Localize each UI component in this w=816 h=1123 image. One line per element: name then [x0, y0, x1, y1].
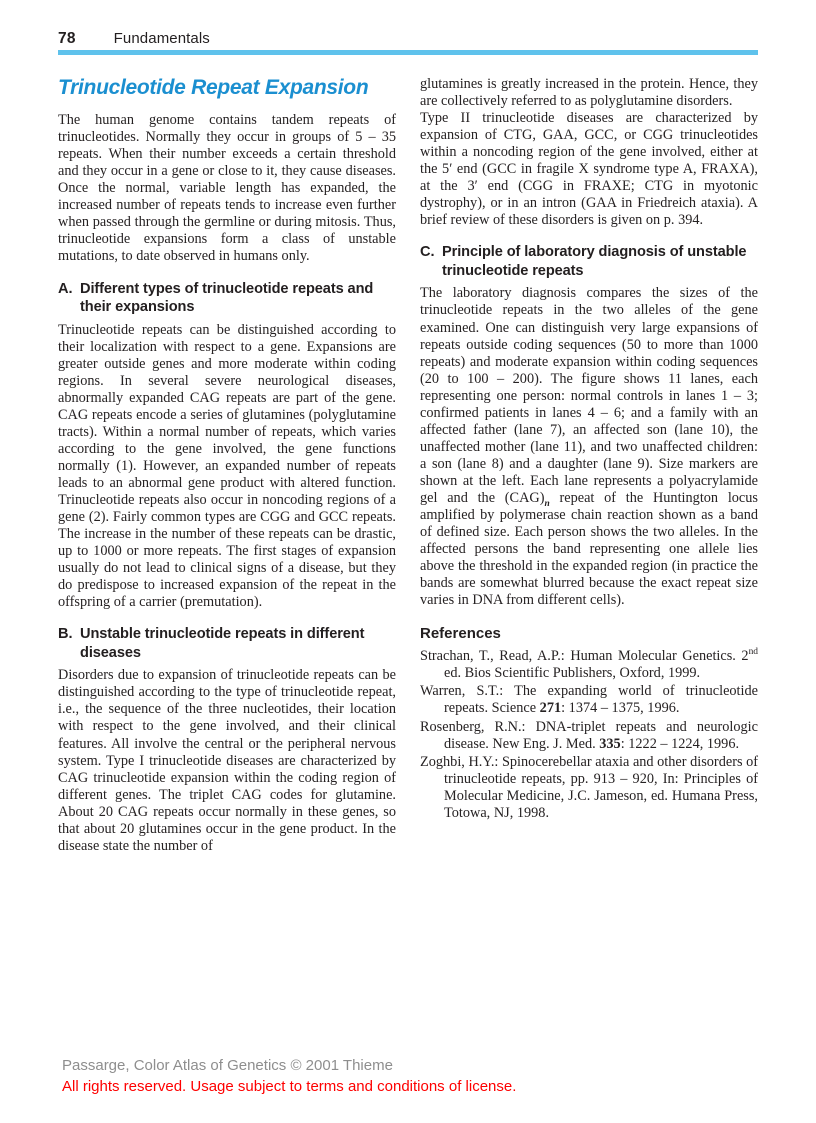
left-column [58, 76, 396, 855]
right-column [420, 76, 758, 823]
reference-text-b: : 1374 – 1375, 1996. [561, 700, 680, 717]
intro-paragraph: The human genome contains tandem repeats of trinucleotides. Normally they occur in groups of 5 – 35 repeats. When their number exceeds a certain threshold and they occur in a gene or close to it, they cause diseases. Once the normal, variable length has expanded, the increased number of repeats tends to increase even further when passed through the germline or during mitosis. Thus, trinucleotide expansions form a class of unstable mutations, to date observed in humans only. [58, 112, 396, 265]
section-title-b: Unstable trinucleotide repeats in different diseases [80, 626, 365, 661]
references-heading: References [420, 625, 501, 643]
section-c-body-part1: The laboratory diagnosis compares the sizes of the trinucleotide repeats in the two alleles of the gene examined. One can distinguish very large expansions of repeats outside coding sequences (50 to more than 1000 repeats) and moderate expansion within coding sequences (20 to 100 – 200). The figure shows 11 lanes, each representing one person: normal controls in lanes 1 – 3; confirmed patients in lanes 4 – 6; and a family with an affected father (lane 7), an affected son (lane 10), the unaffected mother (lane 11), and two unaffected children: a son (lane 8) and a daughter (lane 9). Size markers are shown at the left. Each lane represents a polyacrylamide gel and the (CAG) [420, 285, 758, 506]
running-head-section: Fundamentals [113, 30, 210, 47]
section-label-a: A. [58, 280, 73, 297]
reference-item [420, 719, 758, 753]
reference-text-a: Strachan, T., Read, A.P.: Human Molecular Genetics. 2 [420, 648, 749, 665]
reference-volume: 335 [599, 735, 621, 752]
section-heading-c [420, 243, 758, 280]
running-head [58, 30, 758, 52]
section-a-body: Trinucleotide repeats can be distinguished according to their localization with respect to a gene. Expansions are greater outside genes and more moderate within coding regions. In several severe neurological diseases, abnormally expanded CAG repeats are part of the gene. CAG repeats encode a series of glutamines (polyglutamine tracts). Within a normal number of repeats, which varies according to the gene involved, the gene functions normally (1). However, an expanded number of repeats leads to an abnormal gene product with altered function. Trinucleotide repeats also occur in noncoding regions of a gene (2). Fairly common types are CGG and GCC repeats. The increase in the number of these repeats can be drastic, up to 1000 or more repeats. The first stages of expansion usually do not lead to clinical signs of a disease, but they do predispose to increased expansion of the repeat in the offspring of a carrier (premutation). [58, 321, 396, 611]
reference-text-a: Warren, S.T.: The expanding world of trinucleotide repeats. Science [420, 683, 758, 717]
reference-text-b: : 1222 – 1224, 1996. [620, 735, 740, 752]
section-c-body-part2: repeat of the Huntington locus amplified by polymerase chain reaction shown as a band of defined size. Each person shows the two alleles. In the affected persons the band representing one allele lies above the threshold in the expanded region (in practice the bands are somewhat blurred because the exact repeat size varies in DNA from different cells). [420, 489, 758, 609]
section-heading-b [58, 625, 396, 662]
cag-subscript-n: n [544, 498, 550, 509]
section-label-c: C. [420, 244, 435, 261]
reference-volume: 271 [539, 700, 562, 717]
page-number: 78 [58, 30, 76, 47]
section-title-c: Principle of laboratory diagnosis of unstable trinucleotide repeats [442, 244, 747, 279]
section-heading-a [58, 280, 396, 317]
reference-item [420, 754, 758, 822]
section-label-b: B. [58, 626, 73, 643]
rights-line: All rights reserved. Usage subject to terms and conditions of license. [62, 1078, 517, 1095]
section-b-body: Disorders due to expansion of trinucleotide repeats can be distinguished according to the type of trinucleotide repeat, i.e., the sequence of the three nucleotides, their location with respect to the gene involved, and their clinical features. All involve the central or the peripheral nervous system. Type I trinucleotide diseases are characterized by CAG trinucleotide expansion within the coding region of different genes. The triplet CAG codes for glutamine. About 20 CAG repeats occur normally in these genes, so that about 20 glutamines occur in the gene product. In the disease state the number of [58, 667, 396, 854]
continued-paragraph-2: Type II trinucleotide diseases are characterized by expansion of CTG, GAA, GCC, or CGG trinucleotides within a noncoding region of the gene involved, either at the 5′ end (GCC in fragile X syndrome type A, FRAXA), at the 3′ end (CGG in FRAXE; CTG in myotonic dystrophy), or in an intron (GAA in Friedreich ataxia). A brief review of these disorders is given on p. 394. [420, 110, 758, 229]
reference-item [420, 683, 758, 717]
section-c-body [420, 285, 758, 609]
reference-superscript: nd [748, 647, 758, 658]
continued-paragraph-1: glutamines is greatly increased in the protein. Hence, they are collectively referred to as polyglutamine disorders. [420, 76, 758, 110]
reference-text-b: ed. Bios Scientific Publishers, Oxford, 1999. [444, 665, 701, 682]
header-rule [58, 50, 758, 55]
reference-text-a: Zoghbi, H.Y.: Spinocerebellar ataxia and other disorders of trinucleotide repeats, pp. 913 – 920, In: Principles of Molecular Medicine, J.C. Jameson, ed. Humana Press, Totowa, NJ, 1998. [420, 753, 759, 821]
reference-text-a: Rosenberg, R.N.: DNA-triplet repeats and neurologic disease. New Eng. J. Med. [420, 718, 758, 752]
page-title: Trinucleotide Repeat Expansion [58, 76, 369, 99]
reference-item [420, 648, 758, 682]
page-footer [62, 1056, 762, 1098]
copyright-line: Passarge, Color Atlas of Genetics © 2001 Thieme [62, 1057, 393, 1074]
section-title-a: Different types of trinucleotide repeats and their expansions [80, 280, 374, 316]
